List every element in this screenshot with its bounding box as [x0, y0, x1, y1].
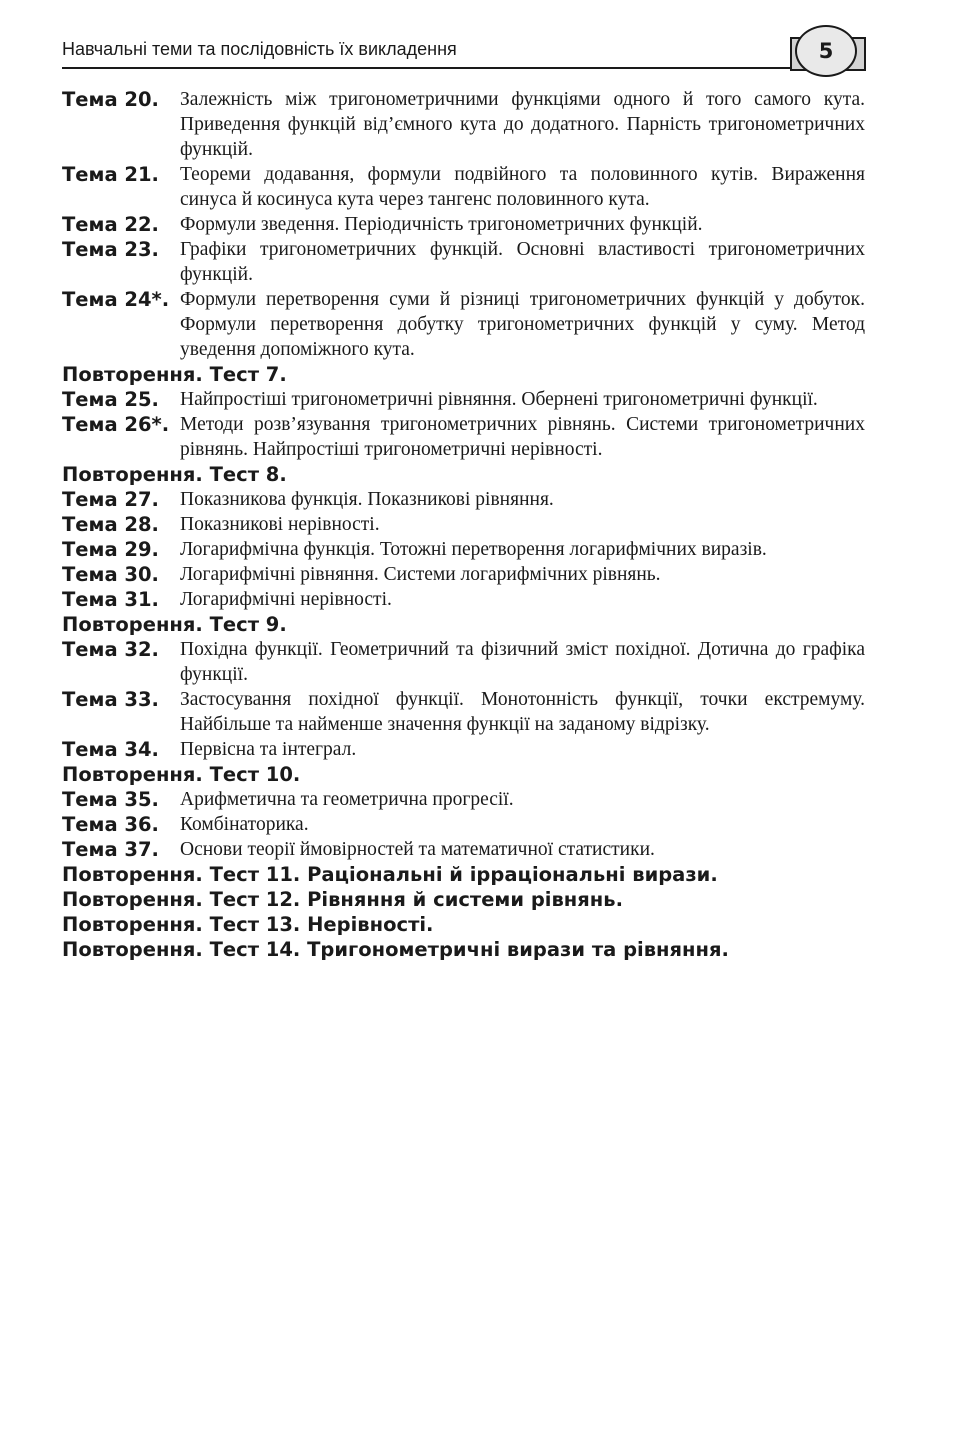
topic-30: [62, 562, 865, 587]
review-test-10: Повторення. Тест 10.: [62, 763, 301, 786]
topic-text: Залежність між тригонометричними функціями одного й того самого кута. Приведення функцій від’ємного кута до додатного. Парність тригонометричних функцій.: [180, 89, 865, 160]
topic-34: [62, 737, 865, 762]
header-rule: [62, 67, 832, 69]
topic-20: [62, 87, 865, 162]
running-header-title: Навчальні теми та послідовність їх викладення: [62, 39, 457, 59]
topic-text: Основи теорії ймовірностей та математичної статистики.: [180, 839, 655, 860]
topic-35: [62, 787, 865, 812]
topic-text: Показникові нерівності.: [180, 514, 380, 535]
topic-23: [62, 237, 865, 287]
topic-37: [62, 837, 865, 862]
topic-text: Логарифмічні нерівності.: [180, 589, 392, 610]
topic-21: [62, 162, 865, 212]
topic-text: Графіки тригонометричних функцій. Основні властивості тригонометричних функцій.: [180, 239, 865, 285]
review-test-12: Повторення. Тест 12. Рівняння й системи рівнянь.: [62, 888, 624, 911]
topic-label: Тема 26*.: [62, 413, 170, 436]
page-number: 5: [795, 25, 857, 77]
topic-label: Тема 31.: [62, 588, 159, 611]
topic-label: Тема 27.: [62, 488, 159, 511]
topic-label: Тема 20.: [62, 88, 159, 111]
topic-label: Тема 25.: [62, 388, 159, 411]
topic-text: Теореми додавання, формули подвійного та половинного кутів. Вираження синуса й косинуса кута через тангенс половинного кута.: [180, 164, 865, 210]
topic-label: Тема 33.: [62, 688, 159, 711]
topic-text: Показникова функція. Показникові рівняння.: [180, 489, 554, 510]
topic-label: Тема 29.: [62, 538, 159, 561]
topic-33: [62, 687, 865, 737]
page-header: [62, 30, 864, 70]
topic-label: Тема 22.: [62, 213, 159, 236]
topic-22: [62, 212, 865, 237]
topic-31: [62, 587, 865, 612]
topic-text: Логарифмічні рівняння. Системи логарифмічних рівнянь.: [180, 564, 661, 585]
topic-text: Похідна функції. Геометричний та фізичний зміст похідної. Дотична до графіка функції.: [180, 639, 865, 685]
topic-text: Методи розв’язування тригонометричних рівнянь. Системи тригонометричних рівнянь. Найпростіші тригонометричні нерівності.: [180, 414, 865, 460]
topic-label: Тема 30.: [62, 563, 159, 586]
topic-text: Формули перетворення суми й різниці тригонометричних функцій у добуток. Формули перетворення добутку тригонометричних функцій у суму. Метод уведення допоміжного кута.: [180, 289, 865, 360]
topic-text: Логарифмічна функція. Тотожні перетворення логарифмічних виразів.: [180, 539, 767, 560]
review-test-9: Повторення. Тест 9.: [62, 613, 287, 636]
topic-label: Тема 37.: [62, 838, 159, 861]
topic-text: Найпростіші тригонометричні рівняння. Обернені тригонометричні функції.: [180, 389, 818, 410]
topic-label: Тема 28.: [62, 513, 159, 536]
topic-28: [62, 512, 865, 537]
topic-text: Арифметична та геометрична прогресії.: [180, 789, 514, 810]
topic-label: Тема 36.: [62, 813, 159, 836]
topic-36: [62, 812, 865, 837]
topic-32: [62, 637, 865, 687]
topics-list: [62, 87, 865, 962]
topic-label: Тема 32.: [62, 638, 159, 661]
review-test-11: Повторення. Тест 11. Раціональні й ірраціональні вирази.: [62, 863, 718, 886]
topic-27: [62, 487, 865, 512]
topic-25: [62, 387, 865, 412]
review-test-14: Повторення. Тест 14. Тригонометричні вирази та рівняння.: [62, 938, 729, 961]
topic-text: Формули зведення. Періодичність тригонометричних функцій.: [180, 214, 703, 235]
topic-text: Застосування похідної функції. Монотонність функції, точки екстремуму. Найбільше та найменше значення функції на заданому відрізку.: [180, 689, 865, 735]
topic-29: [62, 537, 865, 562]
topic-label: Тема 21.: [62, 163, 159, 186]
topic-label: Тема 23.: [62, 238, 159, 261]
topic-label: Тема 24*.: [62, 288, 170, 311]
topic-24: [62, 287, 865, 362]
topic-text: Первісна та інтеграл.: [180, 739, 357, 760]
review-test-8: Повторення. Тест 8.: [62, 463, 287, 486]
review-test-7: Повторення. Тест 7.: [62, 363, 287, 386]
review-test-13: Повторення. Тест 13. Нерівності.: [62, 913, 434, 936]
topic-label: Тема 35.: [62, 788, 159, 811]
topic-label: Тема 34.: [62, 738, 159, 761]
topic-text: Комбінаторика.: [180, 814, 309, 835]
topic-26: [62, 412, 865, 462]
